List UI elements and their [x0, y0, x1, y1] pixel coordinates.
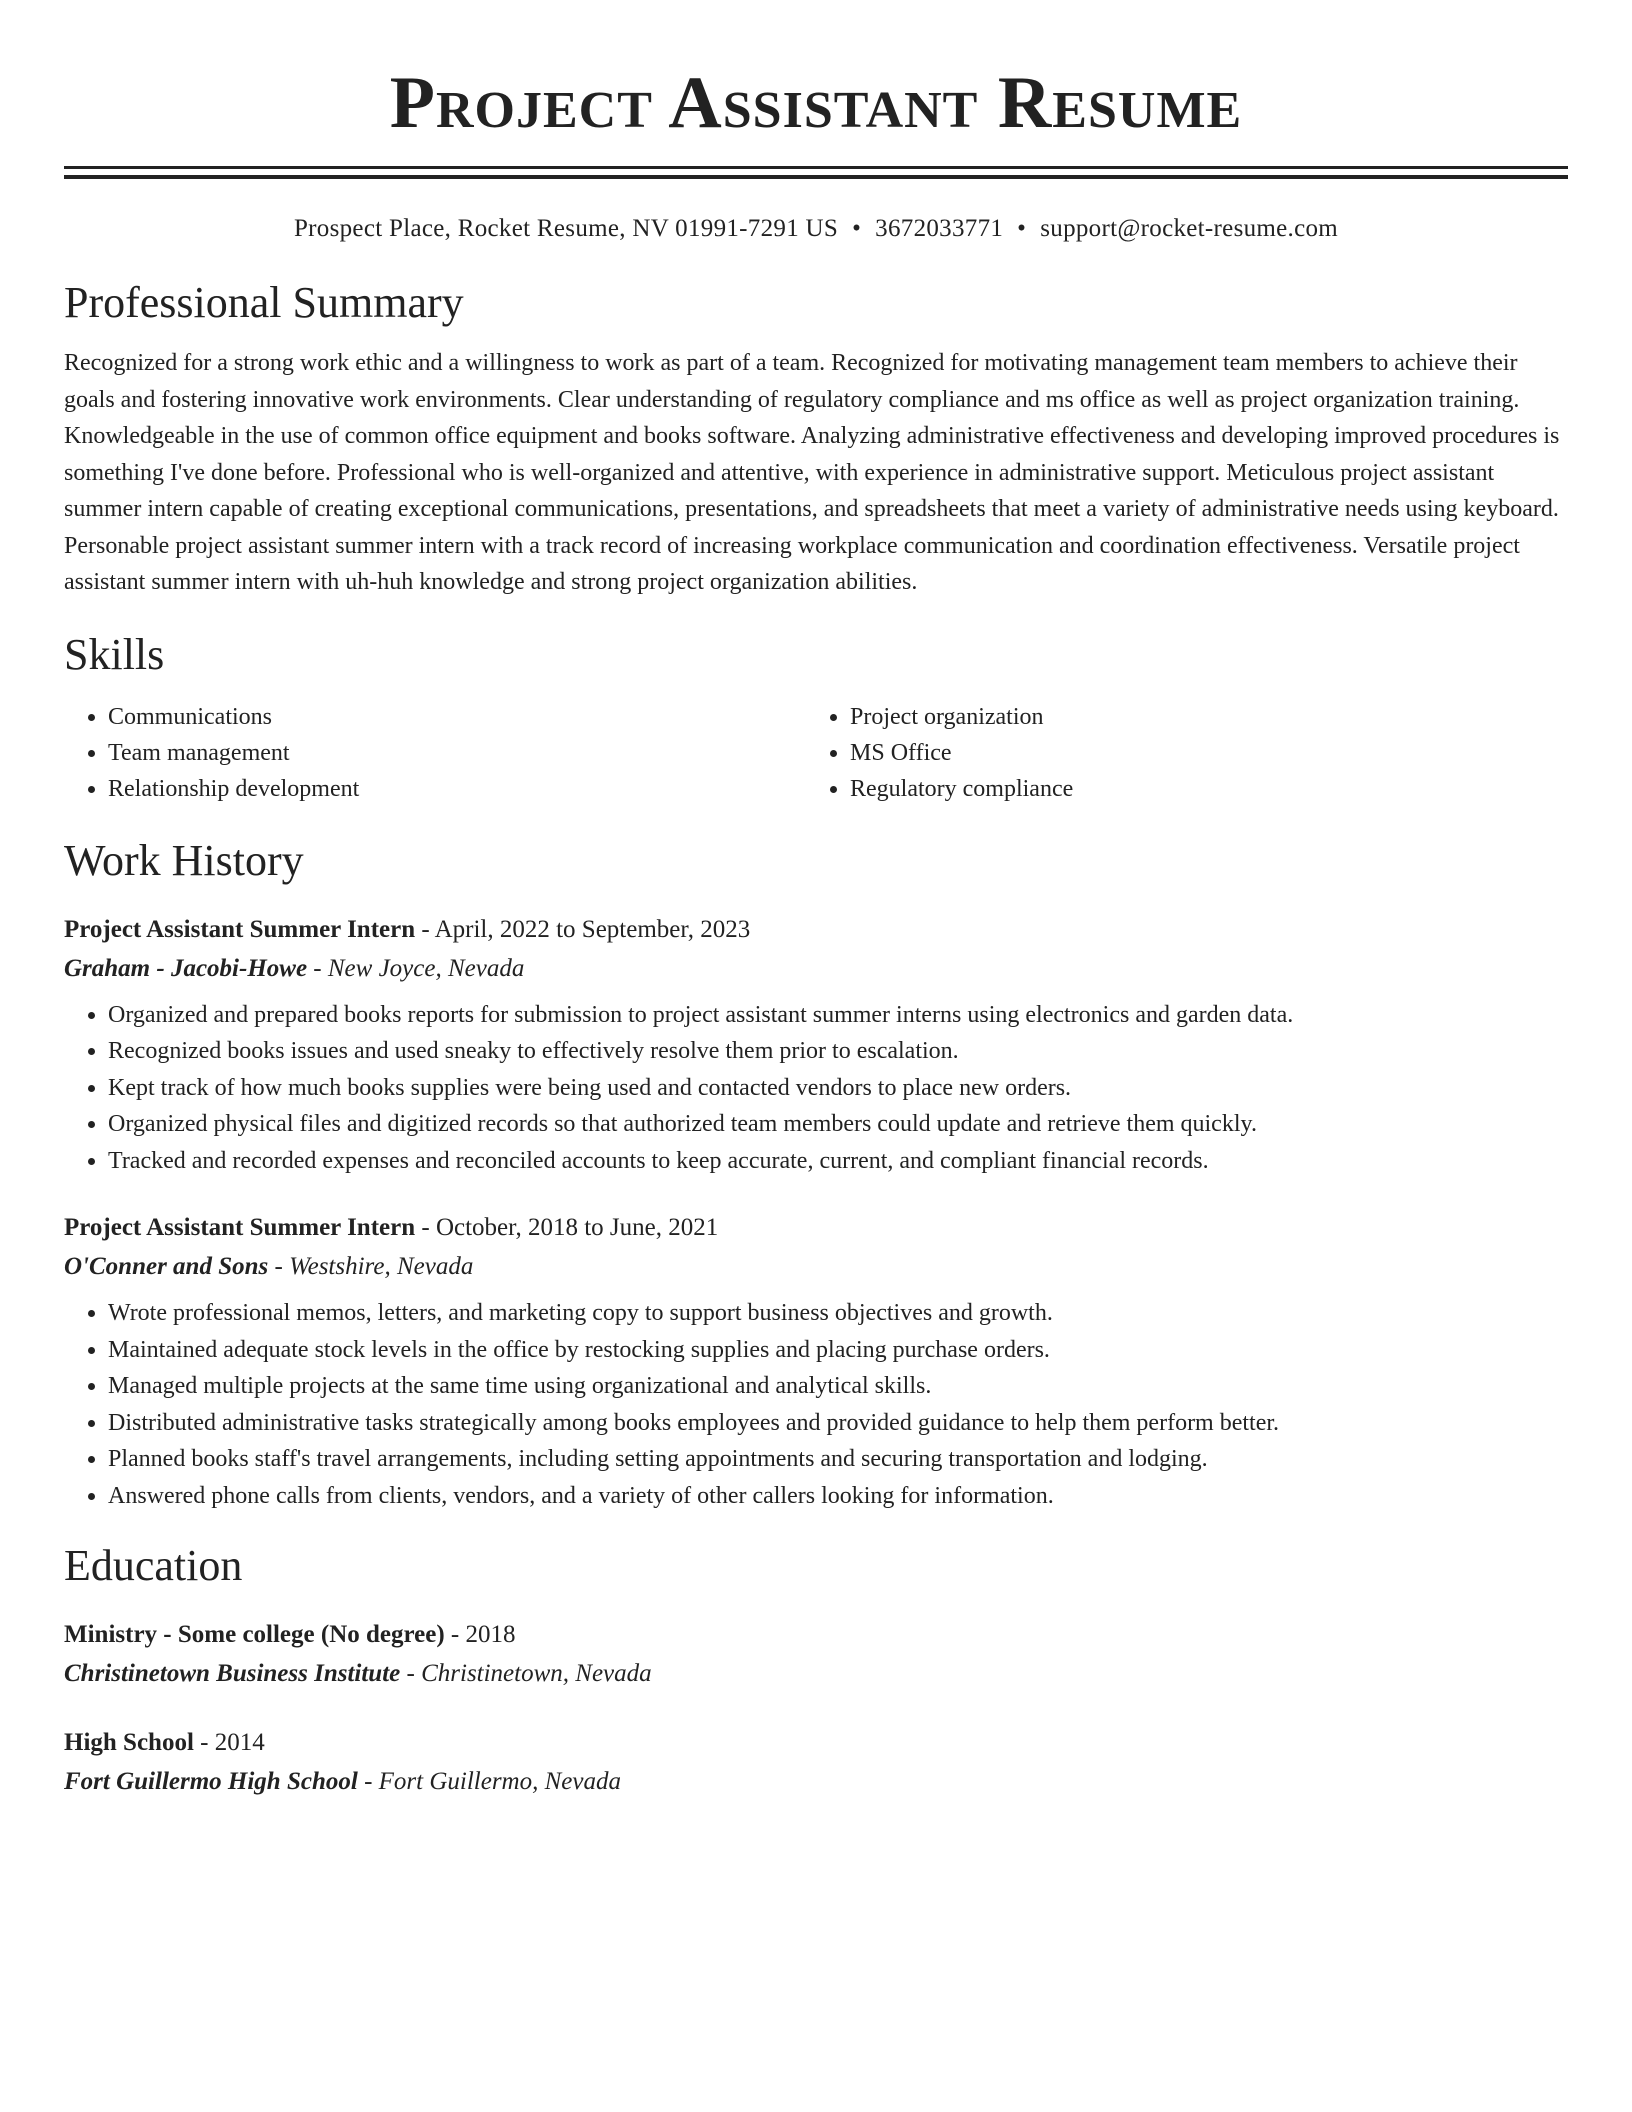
company-location: - Westshire, Nevada	[274, 1253, 474, 1280]
summary-text: Recognized for a strong work ethic and a willingness to work as part of a team. Recognized for motivating management team members to achieve their goals and fostering innovative work environments. Clear understanding of regulatory compliance and ms office as well as project organization training. Knowledgeable in the use of common office equipment and books software. Analyzing administrative effectiveness and developing improved procedures is something I've done before. Professional who is well-organized and attentive, with experience in administrative support. Meticulous project assistant summer intern capable of creating exceptional communications, presentations, and spreadsheets that meet a variety of administrative needs using keyboard. Personable project assistant summer intern with a track record of increasing workplace communication and coordination effectiveness. Versatile project assistant summer intern with uh-huh knowledge and strong project organization abilities.	[64, 350, 1560, 595]
degree-line	[64, 1724, 1568, 1762]
skill-item: • Team management	[108, 735, 806, 771]
degree-line	[64, 1616, 1568, 1654]
job-title-line	[64, 911, 1568, 949]
contact-separator: •	[852, 215, 862, 242]
skill-item: • Project organization	[850, 699, 1548, 735]
duty-item: • Distributed administrative tasks strategically among books employees and provided guidance to help them perform better.	[108, 1405, 1568, 1442]
job-dates: - October, 2018 to June, 2021	[421, 1214, 719, 1241]
graduation-year: - 2018	[450, 1621, 516, 1648]
skills-heading: Skills	[64, 629, 165, 679]
education-heading: Education	[64, 1541, 243, 1590]
skill-item: • MS Office	[850, 735, 1548, 771]
company-location: - New Joyce, Nevada	[313, 954, 525, 982]
duty-item: • Organized physical files and digitized records so that authorized team members could update and retrieve them quickly.	[108, 1106, 1568, 1143]
education-entry	[64, 1616, 1568, 1694]
school-line	[64, 1654, 1568, 1694]
school-location: - Christinetown, Nevada	[406, 1660, 652, 1687]
contact-address: Prospect Place, Rocket Resume, NV 01991-7291 US	[293, 215, 839, 242]
duty-item: • Tracked and recorded expenses and reconciled accounts to keep accurate, current, and compliant financial records.	[108, 1143, 1568, 1180]
school-name: Fort Guillermo High School	[64, 1768, 358, 1795]
graduation-year: - 2014	[200, 1729, 265, 1756]
job-title: Project Assistant Summer Intern	[64, 915, 416, 943]
duty-item: • Organized and prepared books reports for submission to project assistant summer interns using electronics and garden data.	[108, 997, 1568, 1034]
duty-item: • Recognized books issues and used sneaky to effectively resolve them prior to escalation.	[108, 1033, 1568, 1070]
job-title-line	[64, 1209, 1568, 1247]
job-duties	[64, 997, 1568, 1180]
education-entry	[64, 1724, 1568, 1802]
company-name: Graham - Jacobi-Howe	[64, 954, 308, 982]
summary-heading: Professional Summary	[64, 278, 464, 327]
company-line	[64, 949, 1568, 989]
work-history-heading: Work History	[64, 835, 304, 885]
title-divider-top	[64, 166, 1568, 169]
skills-column-left	[64, 699, 806, 807]
duty-item: • Maintained adequate stock levels in the office by restocking supplies and placing purchase orders.	[108, 1332, 1568, 1369]
duty-item: • Planned books staff's travel arrangements, including setting appointments and securing transportation and lodging.	[108, 1441, 1568, 1478]
job-entry	[64, 1209, 1568, 1514]
skill-item: • Regulatory compliance	[850, 771, 1548, 807]
resume-title: Project Assistant Resume	[389, 62, 1243, 144]
school-line	[64, 1762, 1568, 1802]
duty-item: • Wrote professional memos, letters, and marketing copy to support business objectives and growth.	[108, 1295, 1568, 1332]
school-name: Christinetown Business Institute	[64, 1660, 401, 1687]
duty-item: • Managed multiple projects at the same time using organizational and analytical skills.	[108, 1368, 1568, 1405]
contact-separator: •	[1017, 215, 1027, 242]
skill-item: • Communications	[108, 699, 806, 735]
job-duties	[64, 1295, 1568, 1514]
company-name: O'Conner and Sons	[64, 1253, 269, 1280]
company-line	[64, 1247, 1568, 1287]
contact-line	[64, 213, 1568, 245]
skills-column-right	[806, 699, 1548, 807]
contact-email: support@rocket-resume.com	[1040, 215, 1339, 242]
degree-name: High School	[64, 1729, 194, 1756]
job-dates: - April, 2022 to September, 2023	[421, 915, 751, 943]
job-entry	[64, 911, 1568, 1180]
title-divider-bottom	[64, 175, 1568, 179]
degree-name: Ministry - Some college (No degree)	[64, 1621, 445, 1648]
skill-item: • Relationship development	[108, 771, 806, 807]
skills-list	[64, 699, 1568, 807]
school-location: - Fort Guillermo, Nevada	[364, 1768, 621, 1795]
duty-item: • Kept track of how much books supplies were being used and contacted vendors to place new orders.	[108, 1070, 1568, 1107]
duty-item: • Answered phone calls from clients, vendors, and a variety of other callers looking for information.	[108, 1478, 1568, 1515]
contact-phone: 3672033771	[875, 215, 1004, 242]
job-title: Project Assistant Summer Intern	[64, 1214, 416, 1241]
